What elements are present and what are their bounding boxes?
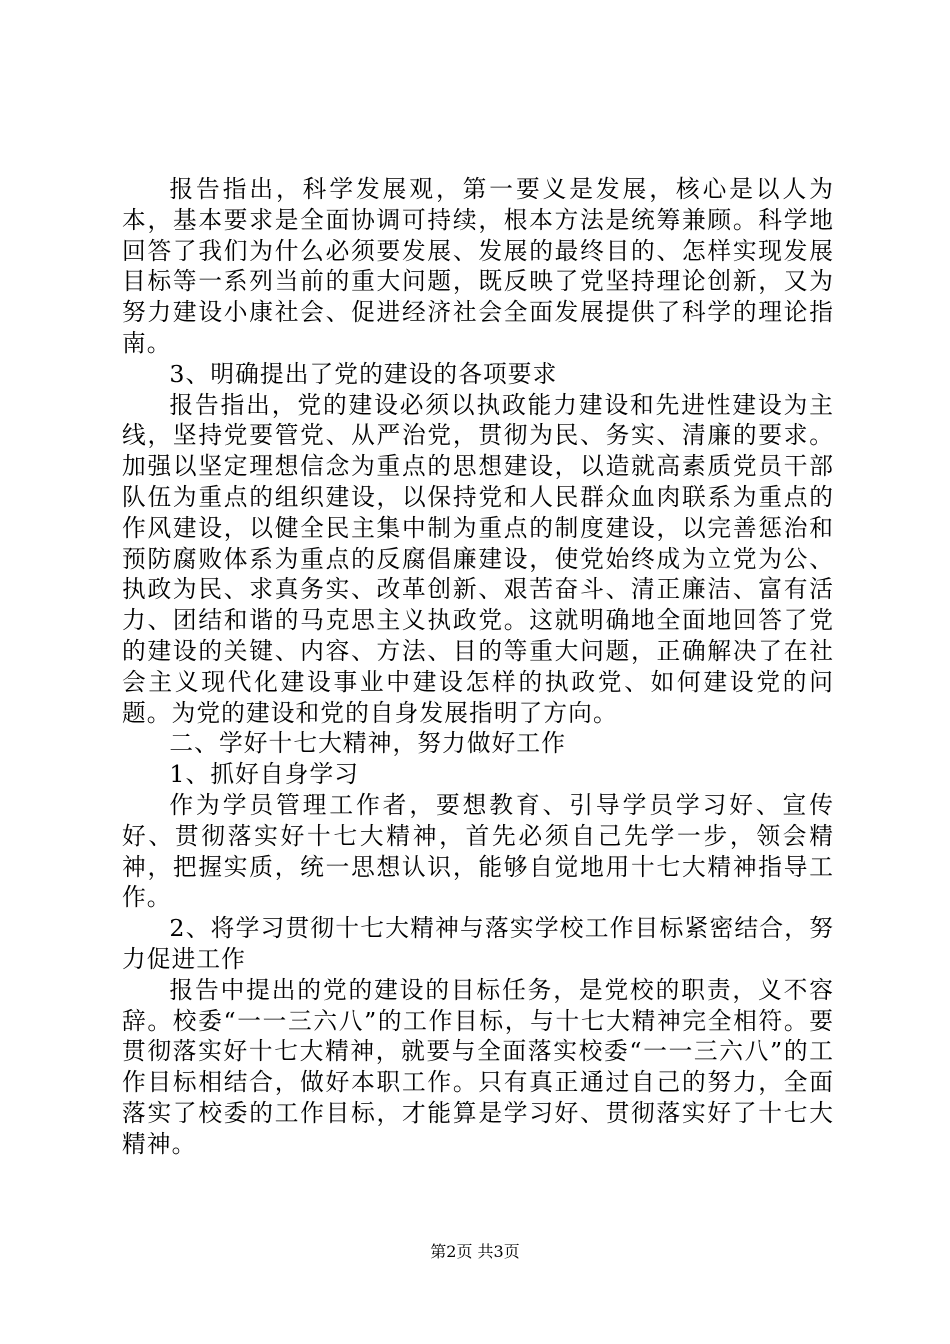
heading-self-study: 1、抓好自身学习 [169, 760, 360, 789]
document-body [122, 174, 834, 1160]
page-number: 第2页 共3页 [430, 1242, 520, 1261]
heading-combine-goals: 2、将学习贯彻十七大精神与落实学校工作目标紧密结合，努力促进工作 [122, 914, 834, 973]
heading-party-building-requirements: 3、明确提出了党的建设的各项要求 [169, 359, 558, 388]
paragraph-party-building: 报告指出，党的建设必须以执政能力建设和先进性建设为主线，坚持党要管党、从严治党，贯彻为民、务实、清廉的要求。加强以坚定理想信念为重点的思想建设，以造就高素质党员干部队伍为重点的组织建设，以保持党和人民群众血肉联系为重点的作风建设，以健全民主集中制为重点的制度建设，以完善惩治和预防腐败体系为重点的反腐倡廉建设，使党始终成为立党为公、执政为民、求真务实、改革创新、艰苦奋斗、清正廉洁、富有活力、团结和谐的马克思主义执政党。这就明确地全面地回答了党的建设的关键、内容、方法、目的等重大问题，正确解决了在社会主义现代化建设事业中建设怎样的执政党、如何建设党的问题。为党的建设和党的自身发展指明了方向。 [122, 390, 834, 727]
heading-section-two: 二、学好十七大精神，努力做好工作 [169, 729, 566, 758]
paragraph-scientific-development: 报告指出，科学发展观，第一要义是发展，核心是以人为本，基本要求是全面协调可持续，根本方法是统筹兼顾。科学地回答了我们为什么必须要发展、发展的最终目的、怎样实现发展目标等一系列当前的重大问题，既反映了党坚持理论创新，又为努力建设小康社会、促进经济社会全面发展提供了科学的理论指南。 [122, 175, 834, 357]
paragraph-self-study: 作为学员管理工作者，要想教育、引导学员学习好、宣传好、贯彻落实好十七大精神，首先必须自己先学一步，领会精神，把握实质，统一思想认识，能够自觉地用十七大精神指导工作。 [122, 790, 834, 912]
paragraph-school-goals: 报告中提出的党的建设的目标任务，是党校的职责，义不容辞。校委“一一三六八”的工作目标，与十七大精神完全相符。要贯彻落实好十七大精神，就要与全面落实校委“一一三六八”的工作目标相结合，做好本职工作。只有真正通过自己的努力，全面落实了校委的工作目标，才能算是学习好、贯彻落实好了十七大精神。 [122, 975, 834, 1158]
